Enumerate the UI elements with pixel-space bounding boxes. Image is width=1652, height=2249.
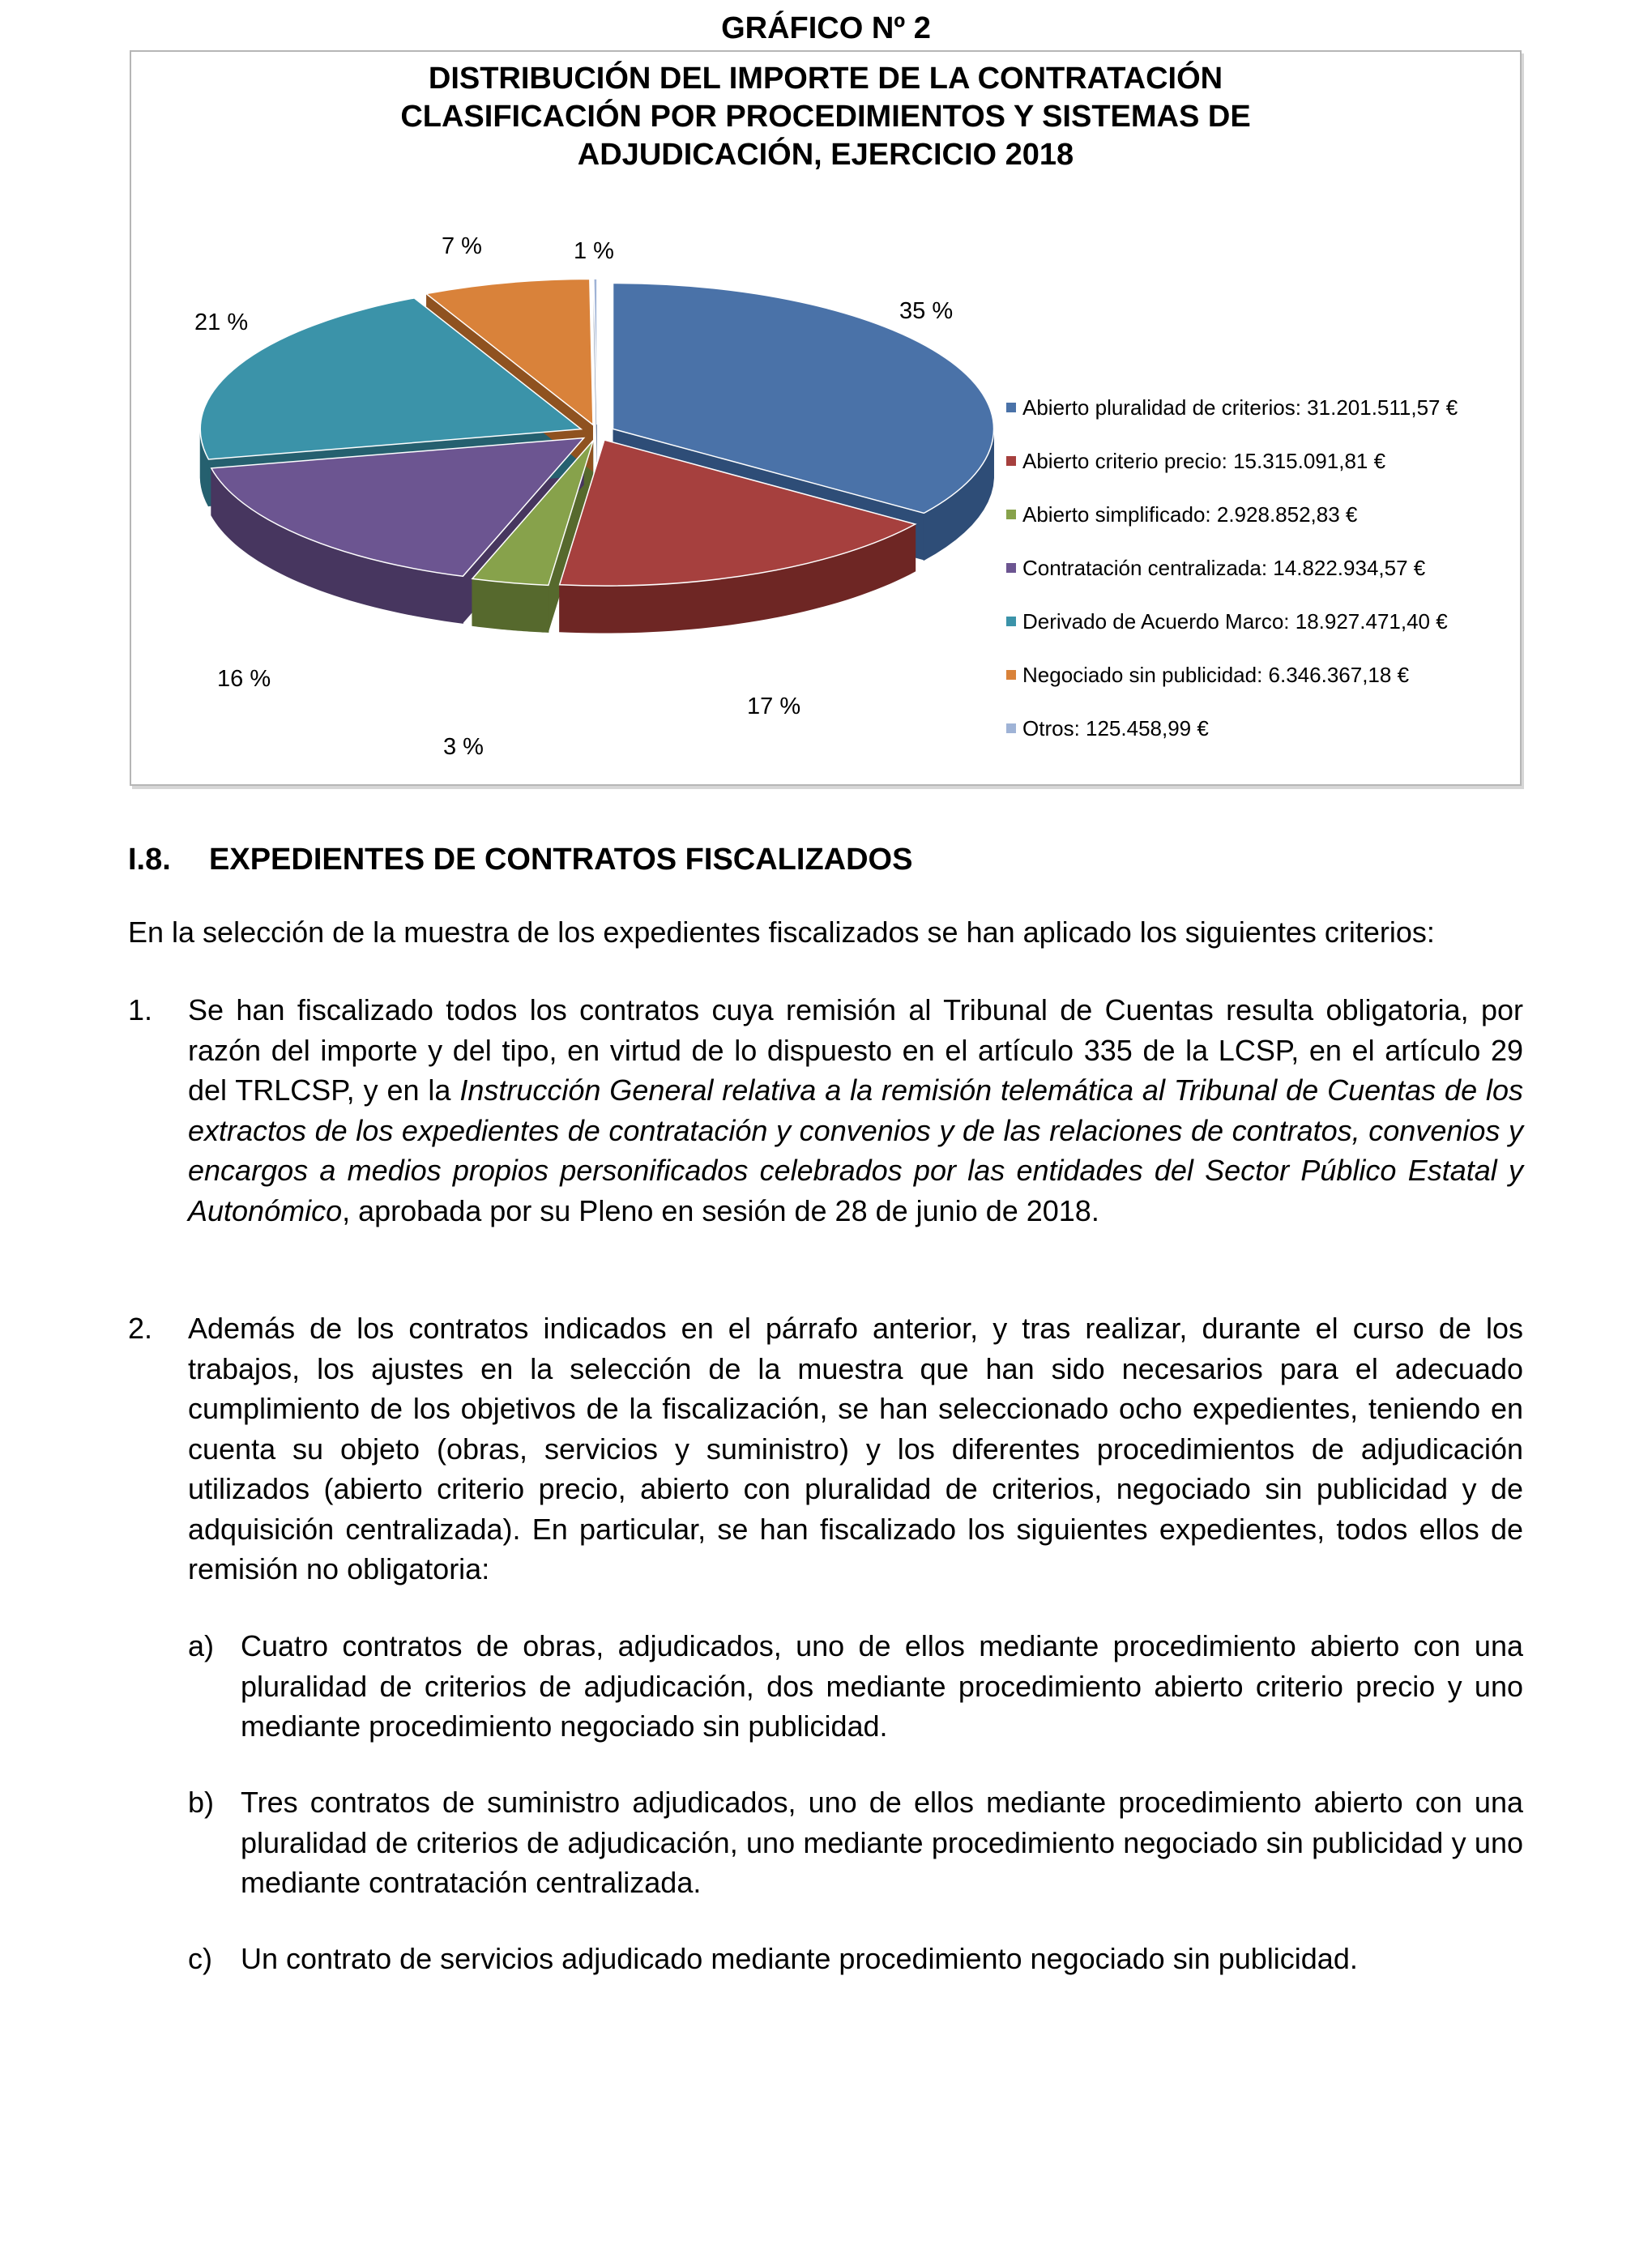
section-title: EXPEDIENTES DE CONTRATOS FISCALIZADOS (209, 843, 913, 877)
list-number-1: 1. (128, 993, 153, 1026)
sub-list-item-b-text: Tres contratos de suministro adjudicados, uno de ellos mediante procedimiento abierto con una pluralidad de criterios de adjudicación, uno mediante procedimiento negociado sin publicidad y uno mediante contratación centralizada. (241, 1786, 1523, 1899)
chart-title-line-2: CLASIFICACIÓN POR PROCEDIMIENTOS Y SISTEMAS DE (400, 100, 1251, 134)
section-number: I.8. (128, 843, 171, 877)
sub-list-letter-a: a) (188, 1629, 215, 1662)
legend-swatch (1006, 617, 1016, 626)
chart-title-line-1: DISTRIBUCIÓN DEL IMPORTE DE LA CONTRATACIÓN (428, 62, 1223, 96)
legend-label: Abierto pluralidad de criterios: 31.201.511,57 € (1022, 395, 1458, 420)
intro-paragraph: En la selección de la muestra de los expedientes fiscalizados se han aplicado los siguientes criterios: (128, 915, 1435, 949)
legend-label: Abierto simplificado: 2.928.852,83 € (1022, 502, 1358, 527)
figure-number: GRÁFICO Nº 2 (721, 11, 931, 45)
pie-percent-label-4: 21 % (194, 309, 249, 335)
legend-swatch (1006, 510, 1016, 519)
item1-text-italic: Instrucción General relativa a la remisión telemática al Tribunal de Cuentas de los extractos de los expedientes de contratación y convenios y de las relaciones de contratos, convenios y encargos a medios propios personificados celebrados por las entidades del Sector Público Estatal y Autonómico (188, 1073, 1524, 1227)
sub-list-item-a-text: Cuatro contratos de obras, adjudicados, uno de ellos mediante procedimiento abierto con una pluralidad de criterios de adjudicación, dos mediante procedimiento abierto criterio precio y uno mediante procedimiento negociado sin publicidad. (241, 1629, 1523, 1743)
item1-text-b: , aprobada por su Pleno en sesión de 28 de junio de 2018. (342, 1193, 1099, 1227)
legend-label: Derivado de Acuerdo Marco: 18.927.471,40 € (1022, 609, 1448, 634)
legend-label: Negociado sin publicidad: 6.346.367,18 € (1022, 663, 1410, 687)
chart-title-line-3: ADJUDICACIÓN, EJERCICIO 2018 (577, 138, 1074, 172)
sub-list-letter-b: b) (188, 1786, 215, 1819)
pie-percent-label-0: 35 % (899, 298, 954, 324)
pie-percent-label-1: 17 % (747, 693, 801, 719)
pie-percent-label-5: 7 % (442, 233, 482, 259)
legend-label: Otros: 125.458,99 € (1022, 716, 1209, 740)
pie-percent-label-2: 3 % (443, 734, 484, 760)
legend-label: Contratación centralizada: 14.822.934,57 € (1022, 556, 1426, 580)
sub-list-item-c-text: Un contrato de servicios adjudicado mediante procedimiento negociado sin publicidad. (241, 1942, 1358, 1975)
sub-list-letter-c: c) (188, 1942, 212, 1975)
list-number-2: 2. (128, 1312, 153, 1345)
item1-text-a: Se han fiscalizado todos los contratos cuya remisión al Tribunal de Cuentas resulta obligatoria, por razón del importe y del tipo, en virtud de lo dispuesto en el artículo 335 de la LCSP, en el artículo 29 del TRLCSP, y en la (188, 993, 1523, 1107)
list-item-1-text (188, 990, 1523, 1231)
list-item-2-text: Además de los contratos indicados en el párrafo anterior, y tras realizar, durante el curso de los trabajos, los ajustes en la selección de la muestra que han sido necesarios para el adecuado cumplimiento de los objetivos de la fiscalización, se han seleccionado ocho expedientes, teniendo en cuenta su objeto (obras, servicios y suministro) y los diferentes procedimientos de adjudicación utilizados (abierto criterio precio, abierto con pluralidad de criterios, negociado sin publicidad y de adquisición centralizada). En particular, se han fiscalizado los siguientes expedientes, todos ellos de remisión no obligatoria: (188, 1312, 1523, 1585)
pie-percent-label-6: 1 % (574, 238, 614, 264)
pie-slice (594, 279, 597, 425)
legend-swatch (1006, 723, 1016, 733)
pie-slice-side (472, 578, 549, 632)
legend-swatch (1006, 403, 1016, 412)
pie-chart-frame (130, 50, 1522, 786)
legend-swatch (1006, 563, 1016, 573)
legend-swatch (1006, 456, 1016, 466)
legend-swatch (1006, 670, 1016, 680)
legend-label: Abierto criterio precio: 15.315.091,81 € (1022, 449, 1386, 473)
pie-percent-label-3: 16 % (217, 666, 271, 692)
